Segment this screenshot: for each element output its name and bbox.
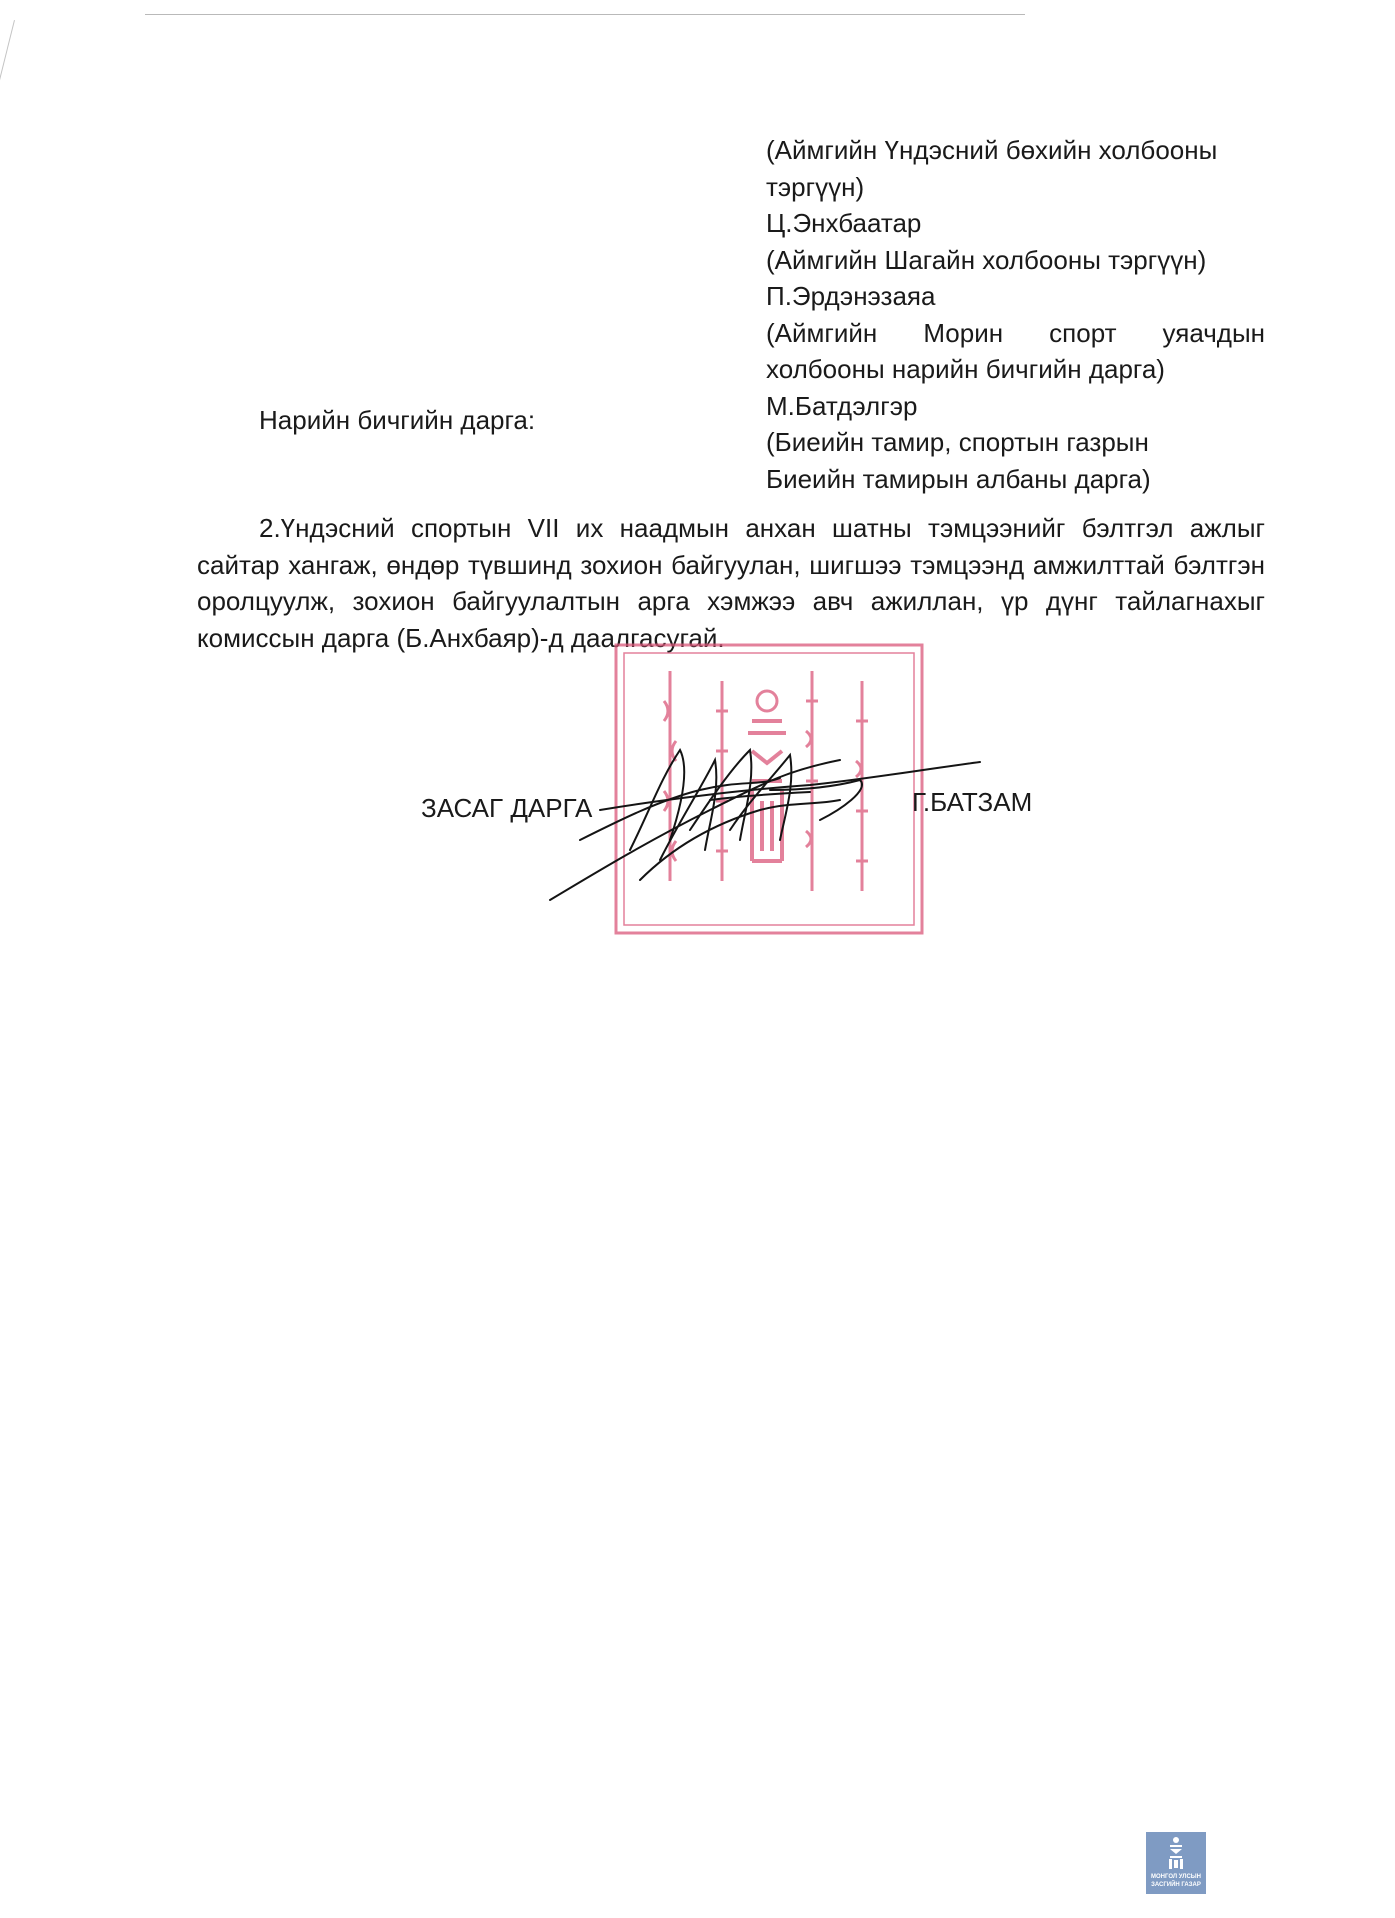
member-name: П.Эрдэнэзаяа bbox=[766, 281, 936, 311]
secretary-label: Нарийн бичгийн дарга: bbox=[259, 405, 536, 435]
scan-edge-left bbox=[0, 20, 15, 331]
handwritten-signature bbox=[540, 730, 1000, 910]
signatory-name: Г.БАТЗАМ bbox=[912, 787, 1033, 817]
member-role-line: (Аймгийн Үндэсний бөхийн холбооны bbox=[766, 135, 1218, 165]
signatory-title: ЗАСАГ ДАРГА bbox=[421, 793, 593, 823]
commission-members-list bbox=[766, 132, 1265, 497]
soyombo-icon bbox=[1167, 1836, 1185, 1870]
member-role-line: Биеийн тамирын албаны дарга) bbox=[766, 463, 1151, 494]
decree-paragraph-text: 2.Үндэсний спортын VII их наадмын анхан шатны тэмцээнийг бэлтгэл ажлыг сайтар хангаж, өндөр түвшинд зохион байгуулан, шигшээ тэмцээнд амжилттай бэлтгэн оролцуулж, зохион байгуулалтын арга хэмжээ авч ажиллан, үр дүнг тайлагнахыг комиссын дарга (Б.Анхбаяр)-д даалгасугай. bbox=[197, 513, 1265, 653]
member-role-line: (Аймгийн Морин спорт уяачдын bbox=[766, 317, 1265, 348]
member-name: Ц.Энхбаатар bbox=[766, 208, 922, 238]
scan-edge-top bbox=[145, 14, 1025, 15]
member-role-line: (Биеийн тамир, спортын газрын bbox=[766, 427, 1149, 457]
member-role-line: (Аймгийн Шагайн холбооны тэргүүн) bbox=[766, 244, 1207, 275]
member-role-line: холбооны нарийн бичгийн дарга) bbox=[766, 354, 1165, 384]
logo-text-line1: МОНГОЛ УЛСЫН bbox=[1151, 1874, 1201, 1880]
decree-paragraph bbox=[197, 510, 1265, 656]
member-role-line: тэргүүн) bbox=[766, 171, 865, 202]
member-name: М.Батдэлгэр bbox=[766, 390, 918, 421]
logo-text-line2: ЗАСГИЙН ГАЗАР bbox=[1151, 1882, 1201, 1888]
government-logo bbox=[1146, 1832, 1206, 1894]
